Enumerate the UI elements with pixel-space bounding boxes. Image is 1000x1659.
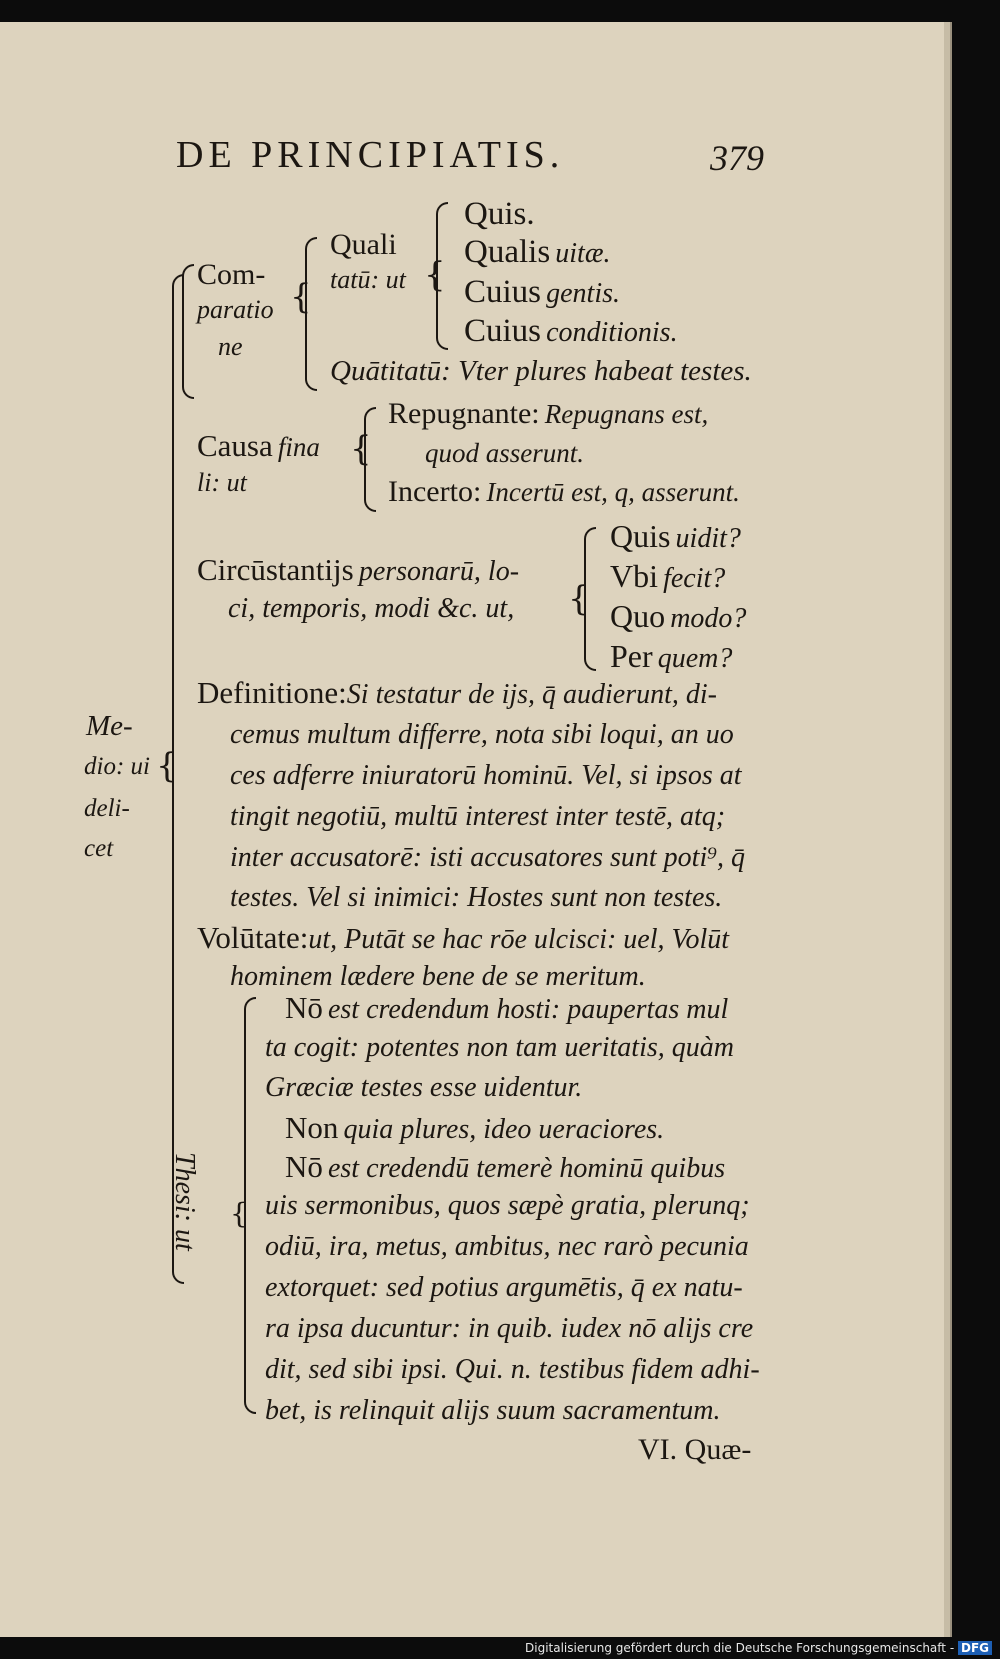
qualis-word: Qualis: [464, 234, 551, 270]
gentis-word: gentis.: [546, 278, 621, 309]
brace-tip-medio: {: [156, 746, 178, 786]
comparatione-label-2: paratio: [197, 295, 274, 324]
thesis-p1-line-1: [285, 992, 728, 1024]
thesis-p3-line-7: bet, is relinquit alijs suum sacramentum.: [265, 1395, 721, 1426]
definitione-line-5: inter accusatorē: isti accusatores sunt poti⁹, q̄: [230, 842, 745, 873]
circ-fecit: fecit?: [663, 563, 726, 594]
definitione-line-6: testes. Vel si inimici: Hostes sunt non testes.: [230, 882, 723, 913]
thesi-label: Thesi: ut: [169, 1152, 200, 1251]
brace-medio-top: [172, 274, 184, 774]
cuius-conditionis-line: [464, 315, 678, 348]
circ-uidit: uidit?: [675, 523, 741, 554]
causa-line-1: [197, 430, 320, 461]
repugnante-word: Repugnante:: [388, 397, 540, 430]
thesis-no-1: Nō: [285, 990, 323, 1025]
circumstantijs-line-1: [197, 554, 519, 586]
circ-modo: modo?: [670, 603, 747, 634]
thesis-p3-line-2: uis sermonibus, quos sæpè gratia, plerunq;: [265, 1190, 750, 1221]
medio-label-2: dio: ui: [84, 753, 150, 780]
circumstantijs-line-2: ci, temporis, modi &c. ut,: [228, 593, 515, 624]
thesis-p3-line-4: extorquet: sed potius argumētis, q̄ ex natu-: [265, 1272, 743, 1303]
running-head-title: DE PRINCIPIATIS.: [176, 134, 565, 176]
thesis-p1-line-2: ta cogit: potentes non tam ueritatis, quàm: [265, 1032, 734, 1063]
quis-line: Quis.: [464, 196, 535, 232]
definitione-text-1: Si testatur de ijs, q̄ audierunt, di-: [346, 679, 718, 710]
definitione-line-1: [197, 677, 717, 709]
brace-circumstantijs-top: [584, 527, 596, 601]
definitione-line-2: cemus multum differre, nota sibi loqui, an uo: [230, 719, 734, 750]
book-page: [0, 22, 952, 1637]
voluntate-line-1: [197, 922, 729, 954]
definitione-line-4: tingit negotiū, multū interest inter testē, atq;: [230, 801, 726, 832]
brace-qualitatu-top: [305, 237, 317, 319]
voluntate-word: Volūtate:: [197, 920, 309, 955]
brace-qualitatu-bottom: [305, 317, 317, 391]
page-number: 379: [710, 138, 764, 178]
circ-quis-word: Quis: [610, 518, 671, 554]
qualis-uitae: uitæ.: [555, 238, 611, 269]
circ-per: [610, 640, 732, 673]
conditionis-word: conditionis.: [546, 317, 678, 348]
brace-tip-thesi: {: [230, 1197, 248, 1230]
repugnante-line-2: quod asserunt.: [425, 438, 585, 468]
repugnans-est: Repugnans est,: [544, 399, 709, 429]
cuius-word: Cuius: [464, 274, 542, 310]
comparatione-label-1: Com-: [197, 258, 266, 291]
catchword: VI. Quæ-: [638, 1433, 752, 1466]
brace-tip-circumstantijs: {: [568, 579, 590, 619]
repugnante-line: [388, 399, 708, 429]
circ-quis: [610, 520, 741, 553]
comparatione-label-3: ne: [218, 332, 243, 361]
brace-thesi-bottom: [244, 1217, 256, 1414]
thesis-p1-text: est credendum hosti: paupertas mul: [327, 994, 729, 1025]
brace-tip-comparatione: {: [290, 277, 312, 317]
thesis-non: Non: [285, 1110, 339, 1145]
brace-causa-bottom: [364, 452, 376, 512]
brace-circumstantijs-bottom: [584, 599, 596, 671]
footer-text: Digitalisierung gefördert durch die Deutsche Forschungsgemeinschaft -: [525, 1641, 955, 1655]
circ-ubi-word: Vbi: [610, 558, 658, 594]
medio-label-4: cet: [84, 835, 114, 862]
thesis-p3-text: est credendū temerè hominū quibus: [327, 1153, 726, 1184]
digitization-footer: [525, 1641, 992, 1655]
brace-tip-qualitatu: {: [424, 255, 446, 295]
brace-causa-top: [364, 407, 376, 454]
medio-label-3: deli-: [84, 795, 130, 822]
medio-label-1: Me-: [86, 710, 133, 742]
circ-quem: quem?: [657, 643, 733, 674]
brace-thesi-top: [244, 997, 256, 1219]
incertum-est: Incertū est, q, asserunt.: [486, 477, 740, 507]
circ-ubi: [610, 560, 725, 593]
cuius-word-2: Cuius: [464, 313, 542, 349]
incerto-word: Incerto:: [388, 475, 482, 508]
dfg-logo: DFG: [958, 1641, 992, 1655]
fina-word: fina: [277, 432, 320, 462]
incerto-line: [388, 477, 740, 507]
circ-quo: [610, 600, 746, 633]
personarum-word: personarū, lo-: [358, 556, 520, 587]
voluntate-text-1: ut, Putāt se hac rōe ulcisci: uel, Volūt: [308, 924, 730, 955]
definitione-line-3: ces adferre iniuratorū hominū. Vel, si ipsos at: [230, 760, 742, 791]
causa-word: Causa: [197, 428, 273, 463]
voluntate-line-2: hominem lædere bene de se meritum.: [230, 961, 646, 992]
thesis-p3-line-1: [285, 1151, 725, 1183]
qualitatu-label-1: Quali: [330, 228, 397, 261]
circumstantijs-word: Circūstantijs: [197, 552, 354, 587]
quantitatu-line: Quātitatū: Vter plures habeat testes.: [330, 355, 752, 387]
cuius-gentis-line: [464, 276, 620, 309]
circ-per-word: Per: [610, 638, 653, 674]
thesis-p2-text: quia plures, ideo ueraciores.: [343, 1114, 665, 1145]
thesis-p1-line-3: Græciæ testes esse uidentur.: [265, 1072, 583, 1103]
circ-quo-word: Quo: [610, 598, 666, 634]
thesis-no-2: Nō: [285, 1149, 323, 1184]
thesis-p2-line: [285, 1112, 664, 1144]
causa-line-2: li: ut: [197, 468, 247, 497]
thesis-p3-line-6: dit, sed sibi ipsi. Qui. n. testibus fidem adhi-: [265, 1354, 760, 1385]
thesis-p3-line-3: odiū, ira, metus, ambitus, nec rarò pecunia: [265, 1231, 749, 1262]
qualitatu-label-2: tatū: ut: [330, 265, 406, 294]
qualis-line: [464, 236, 611, 269]
definitione-word: Definitione:: [197, 675, 347, 710]
thesis-p3-line-5: ra ipsa ducuntur: in quib. iudex nō alijs cre: [265, 1313, 754, 1344]
brace-tip-causa: {: [350, 429, 372, 469]
